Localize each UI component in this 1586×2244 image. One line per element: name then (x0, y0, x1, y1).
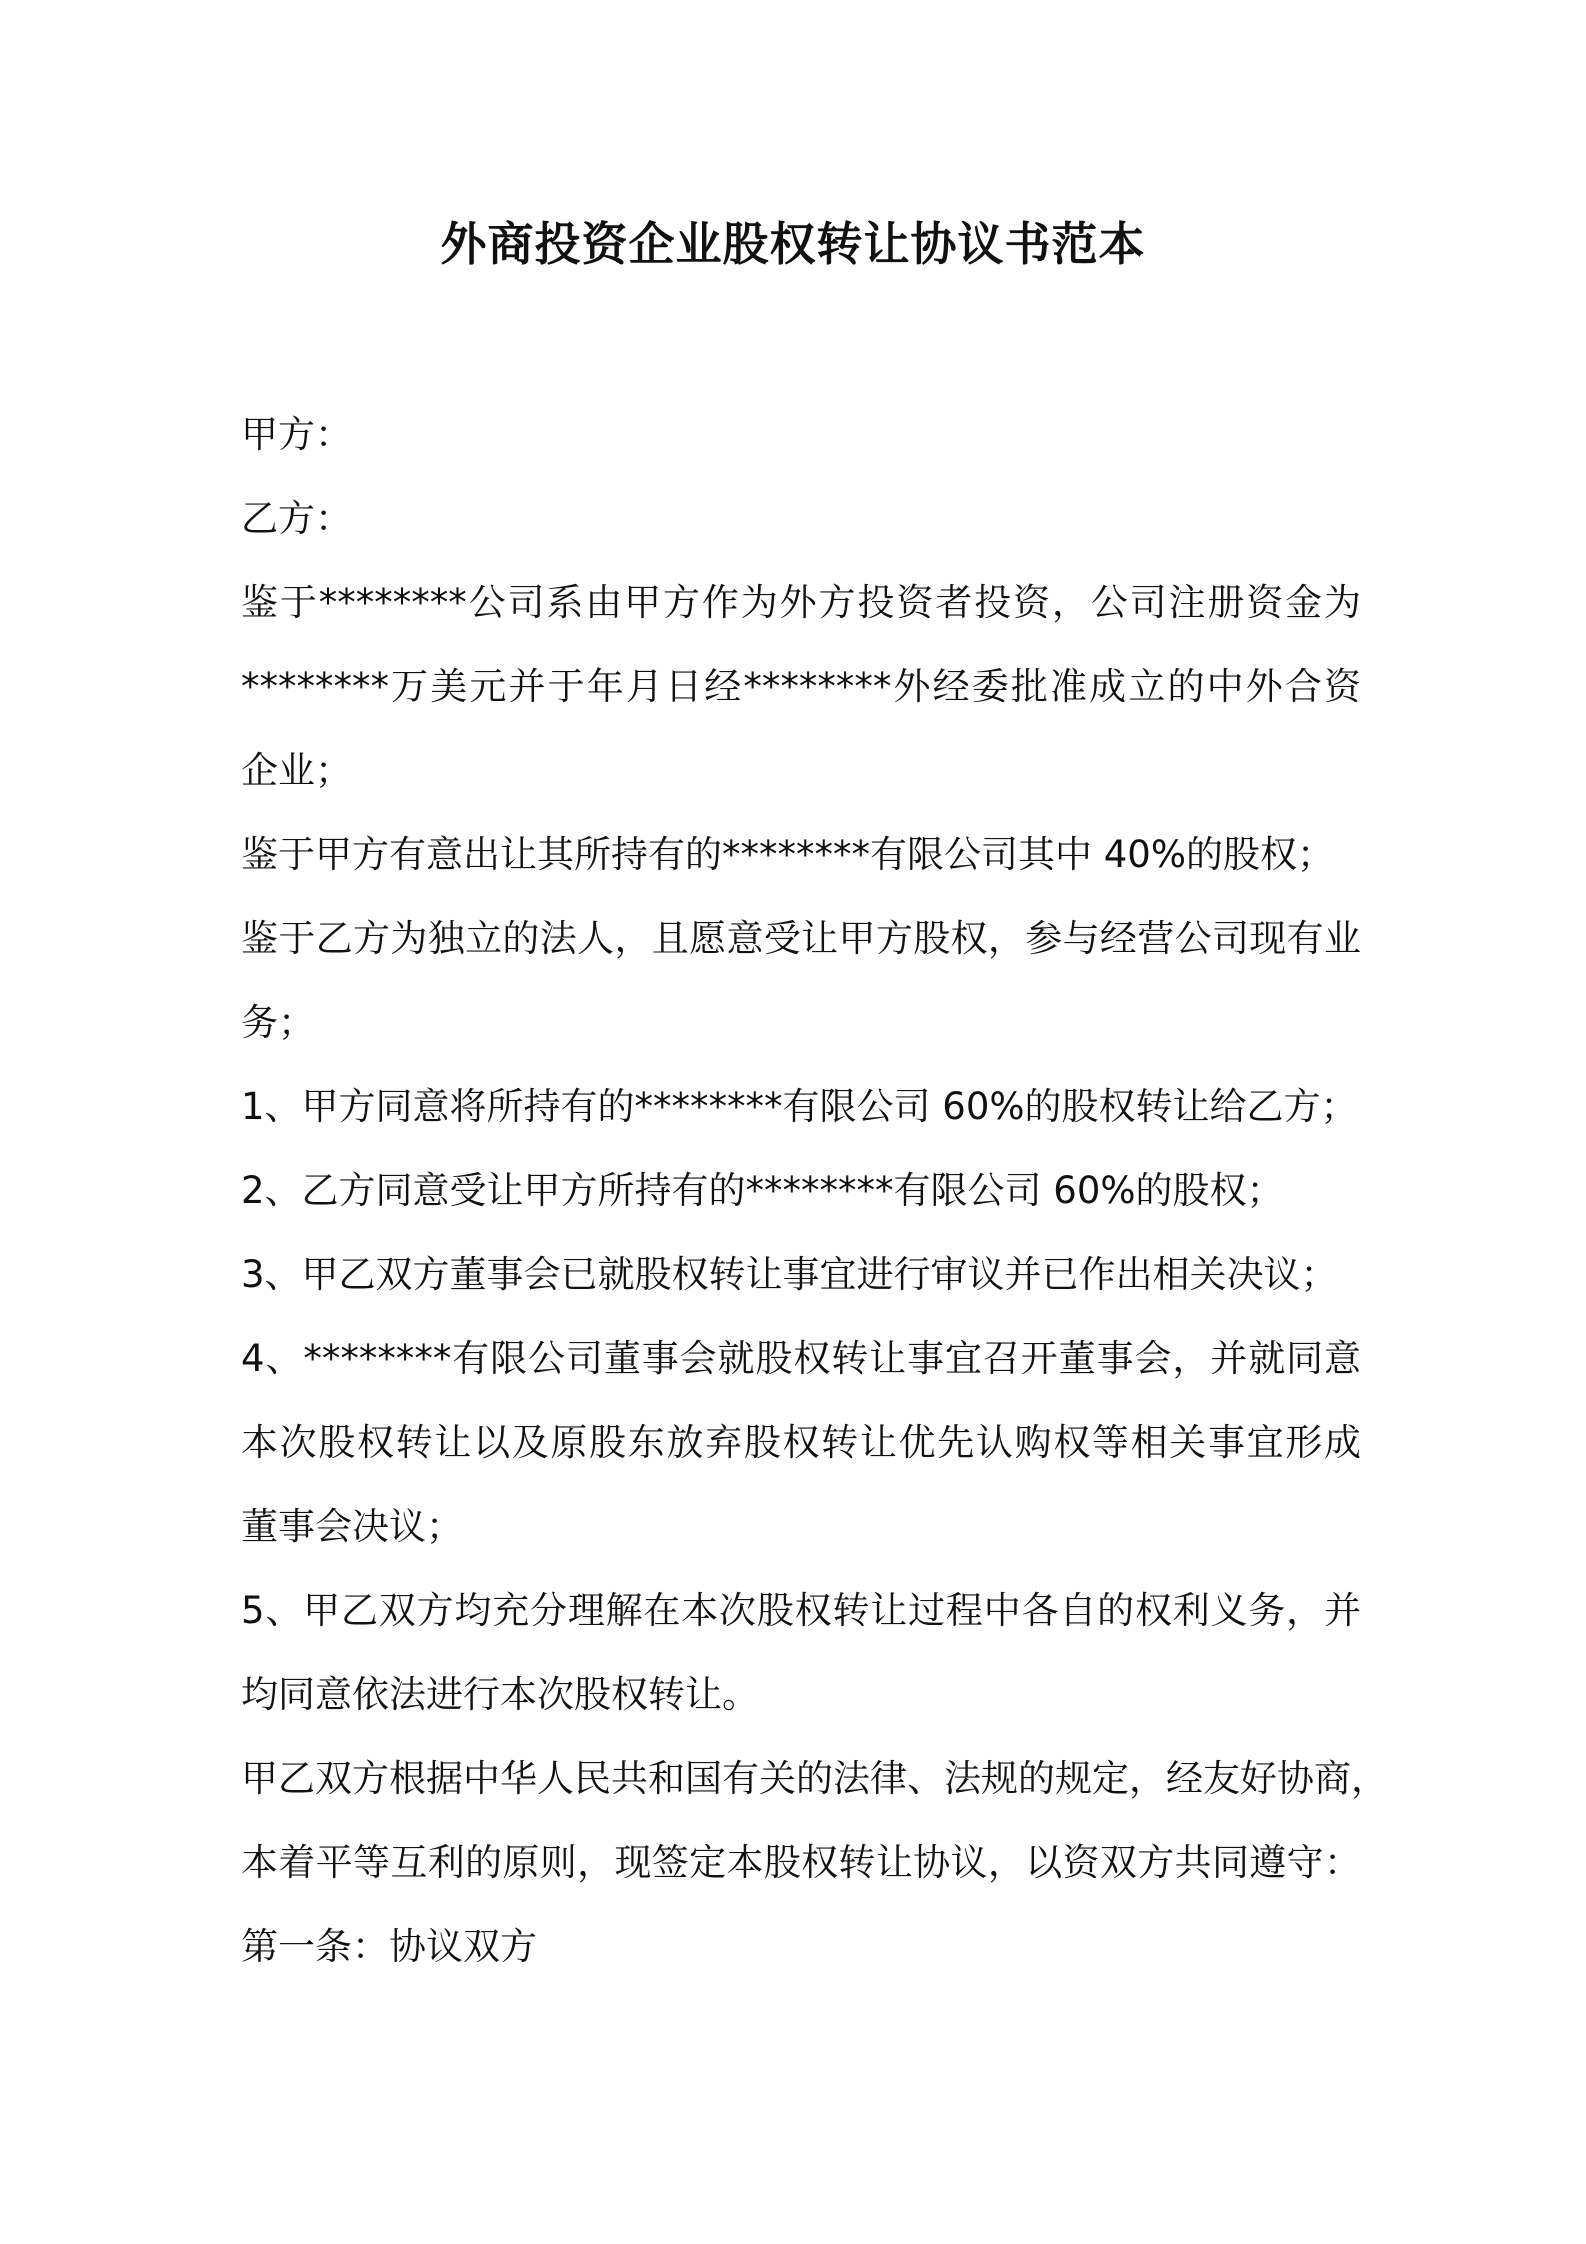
item-5-line-2: 均同意依法进行本次股权转让。 (241, 1673, 759, 1716)
preamble-line-2: 本着平等互利的原则，现签定本股权转让协议，以资双方共同遵守： (241, 1841, 1361, 1884)
article-1-heading: 第一条：协议双方 (241, 1925, 537, 1968)
party-b-line: 乙方： (241, 497, 352, 540)
item-4-line-3: 董事会决议； (241, 1505, 463, 1548)
recital-1-line-1: 鉴于********公司系由甲方作为外方投资者投资，公司注册资金为 (241, 581, 1361, 624)
recital-3-line-1: 鉴于乙方为独立的法人，且愿意受让甲方股权，参与经营公司现有业 (241, 917, 1361, 960)
item-4-line-1: 4、********有限公司董事会就股权转让事宜召开董事会，并就同意 (241, 1337, 1361, 1380)
item-4-line-2: 本次股权转让以及原股东放弃股权转让优先认购权等相关事宜形成 (241, 1421, 1361, 1464)
item-1-line: 1、甲方同意将所持有的********有限公司 60%的股权转让给乙方； (241, 1085, 1358, 1128)
item-5-line-1: 5、甲乙双方均充分理解在本次股权转让过程中各自的权利义务，并 (241, 1589, 1361, 1632)
recital-3-line-2: 务； (241, 1001, 315, 1044)
item-3-line: 3、甲乙双方董事会已就股权转让事宜进行审议并已作出相关决议； (241, 1253, 1338, 1296)
recital-1-line-2: ********万美元并于年月日经********外经委批准成立的中外合资 (241, 665, 1361, 708)
preamble-line-1: 甲乙双方根据中华人民共和国有关的法律、法规的规定，经友好协商， (241, 1757, 1388, 1800)
document-title: 外商投资企业股权转让协议书范本 (440, 217, 1146, 271)
recital-1-line-3: 企业； (241, 749, 352, 792)
party-a-line: 甲方： (241, 413, 352, 456)
item-2-line: 2、乙方同意受让甲方所持有的********有限公司 60%的股权； (241, 1169, 1284, 1212)
recital-2-line: 鉴于甲方有意出让其所持有的********有限公司其中 40%的股权； (241, 833, 1334, 876)
